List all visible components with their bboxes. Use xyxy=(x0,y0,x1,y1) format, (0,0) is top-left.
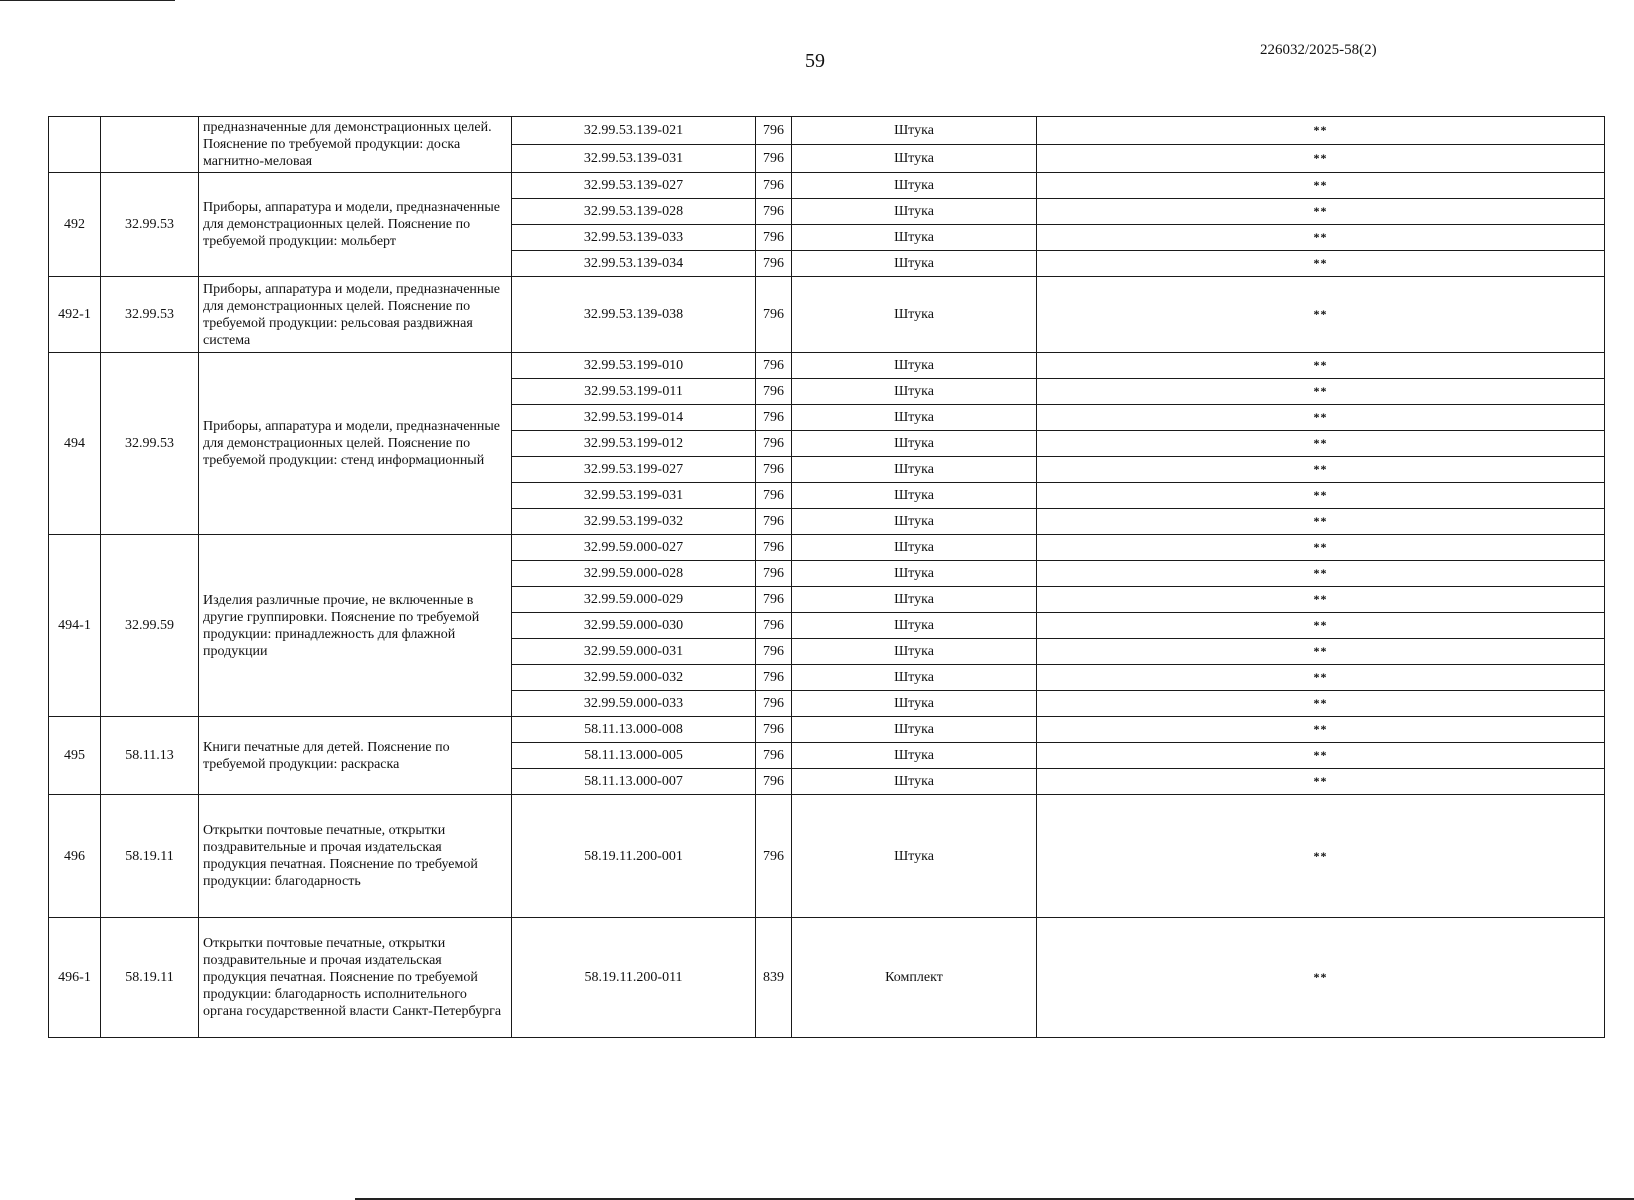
item-description-cell: Открытки почтовые печатные, открытки поздравительные и прочая издательская продукция печатная. Пояснение по требуемой продукции: благодарность xyxy=(199,795,512,918)
mark-cell: ** xyxy=(1037,717,1605,743)
ktru-code-cell: 32.99.59.000-031 xyxy=(512,639,756,665)
mark-cell: ** xyxy=(1037,145,1605,173)
okei-code-cell: 796 xyxy=(756,665,792,691)
mark-cell: ** xyxy=(1037,251,1605,277)
unit-cell: Штука xyxy=(792,795,1037,918)
ktru-code-cell: 32.99.53.139-027 xyxy=(512,173,756,199)
unit-cell: Штука xyxy=(792,173,1037,199)
product-table-body xyxy=(49,117,1605,1038)
mark-cell: ** xyxy=(1037,918,1605,1038)
mark-cell: ** xyxy=(1037,457,1605,483)
document-id: 226032/2025-58(2) xyxy=(1260,42,1377,58)
mark-cell: ** xyxy=(1037,379,1605,405)
okpd-code-cell: 32.99.59 xyxy=(101,535,199,717)
unit-cell: Штука xyxy=(792,199,1037,225)
unit-cell: Штука xyxy=(792,561,1037,587)
ktru-code-cell: 32.99.53.199-032 xyxy=(512,509,756,535)
mark-cell: ** xyxy=(1037,795,1605,918)
unit-cell: Штука xyxy=(792,117,1037,145)
mark-cell: ** xyxy=(1037,587,1605,613)
ktru-code-cell: 32.99.53.139-021 xyxy=(512,117,756,145)
item-description-cell: предназначенные для демонстрационных целей. Пояснение по требуемой продукции: доска магнитно-меловая xyxy=(199,117,512,173)
okei-code-cell: 796 xyxy=(756,431,792,457)
ktru-code-cell: 32.99.59.000-028 xyxy=(512,561,756,587)
mark-cell: ** xyxy=(1037,665,1605,691)
unit-cell: Штука xyxy=(792,483,1037,509)
unit-cell: Комплект xyxy=(792,918,1037,1038)
mark-cell: ** xyxy=(1037,509,1605,535)
mark-cell: ** xyxy=(1037,405,1605,431)
unit-cell: Штука xyxy=(792,639,1037,665)
mark-cell: ** xyxy=(1037,743,1605,769)
mark-cell: ** xyxy=(1037,173,1605,199)
mark-cell: ** xyxy=(1037,535,1605,561)
unit-cell: Штука xyxy=(792,379,1037,405)
okei-code-cell: 796 xyxy=(756,717,792,743)
ktru-code-cell: 32.99.59.000-032 xyxy=(512,665,756,691)
table-row xyxy=(49,277,1605,353)
ktru-code-cell: 32.99.53.139-028 xyxy=(512,199,756,225)
ktru-code-cell: 32.99.53.139-031 xyxy=(512,145,756,173)
item-description-cell: Открытки почтовые печатные, открытки поздравительные и прочая издательская продукция печатная. Пояснение по требуемой продукции: благодарность исполнительного органа государственной власти Санкт-Петербурга xyxy=(199,918,512,1038)
ktru-code-cell: 32.99.53.199-010 xyxy=(512,353,756,379)
okpd-code-cell: 32.99.53 xyxy=(101,277,199,353)
table-row xyxy=(49,173,1605,199)
ktru-code-cell: 32.99.53.199-027 xyxy=(512,457,756,483)
item-number-cell: 495 xyxy=(49,717,101,795)
mark-cell: ** xyxy=(1037,769,1605,795)
mark-cell: ** xyxy=(1037,639,1605,665)
mark-cell: ** xyxy=(1037,225,1605,251)
okei-code-cell: 796 xyxy=(756,769,792,795)
ktru-code-cell: 32.99.53.139-033 xyxy=(512,225,756,251)
unit-cell: Штука xyxy=(792,613,1037,639)
unit-cell: Штука xyxy=(792,277,1037,353)
ktru-code-cell: 58.11.13.000-008 xyxy=(512,717,756,743)
okei-code-cell: 796 xyxy=(756,639,792,665)
okei-code-cell: 796 xyxy=(756,225,792,251)
ktru-code-cell: 32.99.53.199-014 xyxy=(512,405,756,431)
page-number: 59 xyxy=(805,50,825,72)
item-description-cell: Приборы, аппаратура и модели, предназначенные для демонстрационных целей. Пояснение по требуемой продукции: мольберт xyxy=(199,173,512,277)
ktru-code-cell: 32.99.53.139-034 xyxy=(512,251,756,277)
okpd-code-cell: 58.19.11 xyxy=(101,795,199,918)
top-rule xyxy=(0,0,175,1)
ktru-code-cell: 32.99.59.000-027 xyxy=(512,535,756,561)
table-row xyxy=(49,717,1605,743)
ktru-code-cell: 32.99.53.199-011 xyxy=(512,379,756,405)
unit-cell: Штука xyxy=(792,769,1037,795)
item-description-cell: Приборы, аппаратура и модели, предназначенные для демонстрационных целей. Пояснение по требуемой продукции: рельсовая раздвижная система xyxy=(199,277,512,353)
ktru-code-cell: 32.99.59.000-033 xyxy=(512,691,756,717)
unit-cell: Штука xyxy=(792,691,1037,717)
ktru-code-cell: 32.99.59.000-030 xyxy=(512,613,756,639)
unit-cell: Штука xyxy=(792,743,1037,769)
unit-cell: Штука xyxy=(792,225,1037,251)
mark-cell: ** xyxy=(1037,691,1605,717)
mark-cell: ** xyxy=(1037,431,1605,457)
okei-code-cell: 796 xyxy=(756,457,792,483)
unit-cell: Штука xyxy=(792,717,1037,743)
mark-cell: ** xyxy=(1037,613,1605,639)
ktru-code-cell: 58.11.13.000-007 xyxy=(512,769,756,795)
okei-code-cell: 796 xyxy=(756,145,792,173)
table-row xyxy=(49,117,1605,145)
mark-cell: ** xyxy=(1037,199,1605,225)
unit-cell: Штука xyxy=(792,457,1037,483)
ktru-code-cell: 58.19.11.200-001 xyxy=(512,795,756,918)
unit-cell: Штука xyxy=(792,535,1037,561)
ktru-code-cell: 32.99.53.199-031 xyxy=(512,483,756,509)
unit-cell: Штука xyxy=(792,665,1037,691)
product-table xyxy=(48,116,1605,1038)
okei-code-cell: 796 xyxy=(756,405,792,431)
okei-code-cell: 796 xyxy=(756,587,792,613)
unit-cell: Штука xyxy=(792,353,1037,379)
table-row xyxy=(49,535,1605,561)
unit-cell: Штука xyxy=(792,251,1037,277)
okei-code-cell: 796 xyxy=(756,199,792,225)
item-number-cell xyxy=(49,117,101,173)
okpd-code-cell xyxy=(101,117,199,173)
ktru-code-cell: 32.99.53.199-012 xyxy=(512,431,756,457)
mark-cell: ** xyxy=(1037,483,1605,509)
table-row xyxy=(49,795,1605,918)
mark-cell: ** xyxy=(1037,277,1605,353)
okei-code-cell: 796 xyxy=(756,743,792,769)
item-number-cell: 494 xyxy=(49,353,101,535)
okei-code-cell: 796 xyxy=(756,483,792,509)
mark-cell: ** xyxy=(1037,117,1605,145)
okei-code-cell: 796 xyxy=(756,353,792,379)
okei-code-cell: 796 xyxy=(756,561,792,587)
mark-cell: ** xyxy=(1037,561,1605,587)
okei-code-cell: 796 xyxy=(756,277,792,353)
okpd-code-cell: 58.11.13 xyxy=(101,717,199,795)
item-number-cell: 494-1 xyxy=(49,535,101,717)
okei-code-cell: 796 xyxy=(756,613,792,639)
unit-cell: Штука xyxy=(792,587,1037,613)
unit-cell: Штука xyxy=(792,431,1037,457)
okei-code-cell: 796 xyxy=(756,691,792,717)
unit-cell: Штука xyxy=(792,509,1037,535)
okpd-code-cell: 58.19.11 xyxy=(101,918,199,1038)
unit-cell: Штука xyxy=(792,405,1037,431)
item-description-cell: Изделия различные прочие, не включенные в другие группировки. Пояснение по требуемой продукции: принадлежность для флажной продукции xyxy=(199,535,512,717)
item-description-cell: Книги печатные для детей. Пояснение по требуемой продукции: раскраска xyxy=(199,717,512,795)
okei-code-cell: 796 xyxy=(756,535,792,561)
ktru-code-cell: 58.11.13.000-005 xyxy=(512,743,756,769)
item-description-cell: Приборы, аппаратура и модели, предназначенные для демонстрационных целей. Пояснение по требуемой продукции: стенд информационный xyxy=(199,353,512,535)
okpd-code-cell: 32.99.53 xyxy=(101,353,199,535)
okei-code-cell: 796 xyxy=(756,509,792,535)
item-number-cell: 496 xyxy=(49,795,101,918)
table-row xyxy=(49,918,1605,1038)
okei-code-cell: 796 xyxy=(756,173,792,199)
item-number-cell: 496-1 xyxy=(49,918,101,1038)
ktru-code-cell: 32.99.53.139-038 xyxy=(512,277,756,353)
ktru-code-cell: 58.19.11.200-011 xyxy=(512,918,756,1038)
okei-code-cell: 796 xyxy=(756,251,792,277)
okpd-code-cell: 32.99.53 xyxy=(101,173,199,277)
okei-code-cell: 796 xyxy=(756,117,792,145)
ktru-code-cell: 32.99.59.000-029 xyxy=(512,587,756,613)
mark-cell: ** xyxy=(1037,353,1605,379)
unit-cell: Штука xyxy=(792,145,1037,173)
okei-code-cell: 796 xyxy=(756,379,792,405)
okei-code-cell: 839 xyxy=(756,918,792,1038)
item-number-cell: 492-1 xyxy=(49,277,101,353)
okei-code-cell: 796 xyxy=(756,795,792,918)
table-row xyxy=(49,353,1605,379)
item-number-cell: 492 xyxy=(49,173,101,277)
